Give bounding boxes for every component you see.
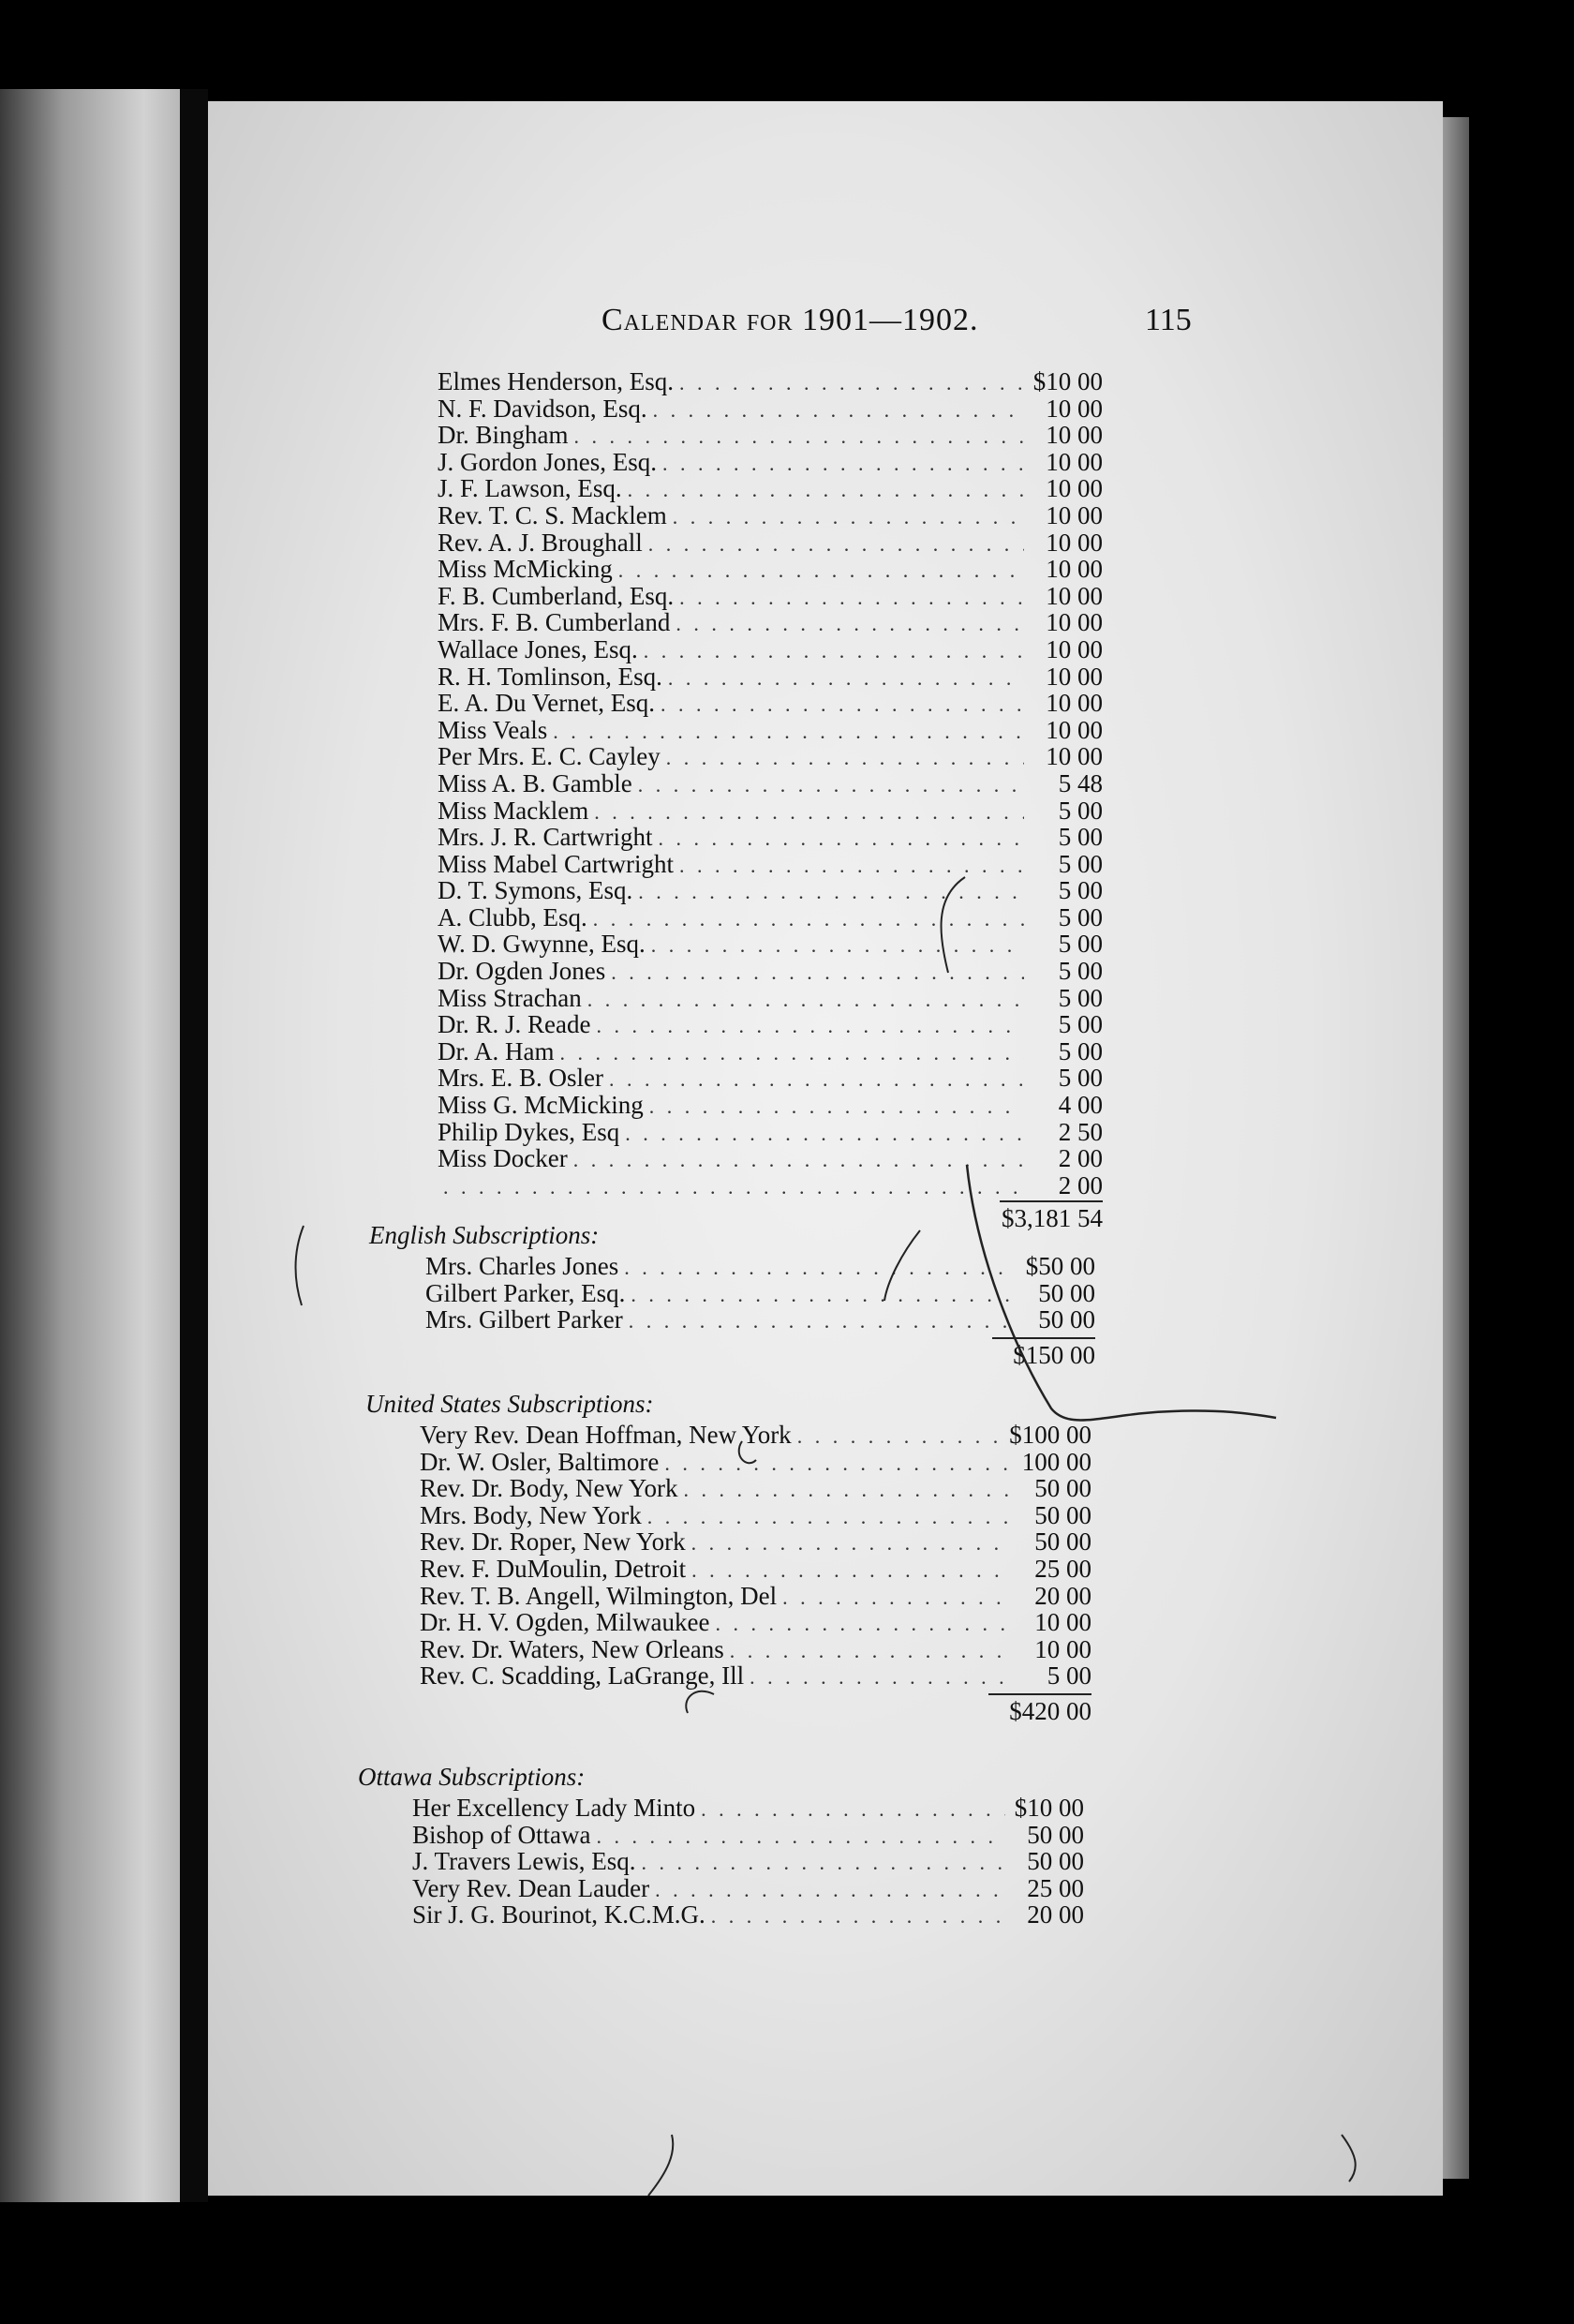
subscriber-name: Mrs. Gilbert Parker [425,1305,623,1334]
subscriber-name: Dr. Ogden Jones [438,957,606,986]
subscription-amount: $100 00 [1009,1421,1091,1449]
subscriber-name: Rev. Dr. Waters, New Orleans [420,1634,724,1663]
subscription-amount: 10 00 [1046,608,1103,637]
subscriber-name: J. F. Lawson, Esq. [438,474,622,503]
subscriber-name: R. H. Tomlinson, Esq. [438,662,662,691]
subscriber-name: Mrs. Charles Jones [425,1252,619,1280]
subscription-amount: 10 00 [1046,394,1103,423]
subscriber-name: J. Gordon Jones, Esq. [438,447,657,476]
facing-page-edge [0,89,180,2202]
subscription-amount: $10 00 [1032,367,1103,395]
subscriber-name: Rev. Dr. Roper, New York [420,1527,686,1557]
subscription-amount: 50 00 [1034,1474,1091,1503]
subscription-amount: 10 00 [1046,421,1103,450]
section-title: English Subscriptions: [369,1221,600,1249]
subscriber-name: Elmes Henderson, Esq. [438,367,674,395]
subscription-amount: 25 00 [1034,1554,1091,1583]
subscriber-name: Miss Veals [438,715,548,744]
subscriber-name: Miss Docker [438,1144,568,1173]
subscription-amount: 5 00 [1058,902,1103,931]
subscriber-name: Dr. Bingham [438,421,569,450]
subscription-amount: 5 00 [1058,957,1103,986]
subscription-amount: 5 00 [1058,1064,1103,1093]
subscription-amount: 5 00 [1058,983,1103,1012]
subscriber-name: E. A. Du Vernet, Esq. [438,689,655,718]
subscriber-name: N. F. Davidson, Esq. [438,394,647,423]
subscriber-name: F. B. Cumberland, Esq. [438,581,675,610]
subscriber-name: Philip Dykes, Esq [438,1117,620,1146]
subscription-amount: 5 00 [1047,1661,1091,1691]
subscriber-name: Miss Mabel Cartwright [438,849,674,878]
subscriber-name: Rev. C. Scadding, LaGrange, Ill [420,1661,745,1691]
subscription-amount: 50 00 [1038,1278,1095,1307]
total-amount: $420 00 [1009,1696,1091,1725]
subscription-amount: 5 00 [1058,796,1103,825]
subscriber-name: Sir J. G. Bourinot, K.C.M.G. [412,1900,705,1929]
subscriber-name: Wallace Jones, Esq. [438,634,638,663]
section-title: United States Subscriptions: [365,1390,654,1418]
subscriber-name: Per Mrs. E. C. Cayley [438,742,661,771]
page-number: 115 [1145,303,1192,337]
subscription-amount: 100 00 [1021,1447,1091,1476]
subscriber-name: Dr. H. V. Ogden, Milwaukee [420,1608,710,1637]
subscription-amount: 20 00 [1027,1900,1084,1929]
subscription-amount: 10 00 [1046,689,1103,718]
subscription-amount: 2 00 [1058,1170,1103,1199]
subscription-amount: 5 00 [1058,849,1103,878]
subscriber-name: Her Excellency Lady Minto [412,1794,696,1822]
subscription-amount: 25 00 [1027,1873,1084,1902]
subscription-amount: 10 00 [1046,555,1103,584]
book-gutter [180,89,208,2202]
subscriber-name: Mrs. J. R. Cartwright [438,823,653,852]
pencil-marks [208,101,1443,2196]
subscriber-name: Rev. T. B. Angell, Wilmington, Del [420,1581,778,1610]
subscription-amount: 50 00 [1034,1500,1091,1529]
subscriber-name: D. T. Symons, Esq. [438,876,633,905]
subscription-amount: 50 00 [1027,1847,1084,1876]
subscriber-name: Miss G. McMicking [438,1091,644,1120]
subscription-amount: 5 00 [1058,823,1103,852]
subscriber-name: Rev. F. DuMoulin, Detroit [420,1554,687,1583]
subscription-amount: 4 00 [1058,1091,1103,1120]
subscriber-name: Mrs. F. B. Cumberland [438,608,671,637]
subscription-amount: 5 00 [1058,930,1103,959]
subscription-amount: 50 00 [1027,1820,1084,1849]
subscriber-name: Gilbert Parker, Esq. [425,1278,626,1307]
subscriber-name: Dr. A. Ham [438,1036,555,1065]
subscription-amount: $50 00 [1025,1252,1095,1280]
subscription-amount: 10 00 [1046,662,1103,691]
subscriber-name: W. D. Gwynne, Esq. [438,930,646,959]
subscription-amount: 10 00 [1046,474,1103,503]
subscriber-name: Rev. A. J. Broughall [438,528,643,557]
total-amount: $150 00 [1013,1340,1095,1369]
total-amount: $3,181 54 [1002,1204,1103,1233]
subscription-amount: 10 00 [1046,715,1103,744]
subscription-amount: 10 00 [1046,447,1103,476]
subscription-amount: 10 00 [1046,581,1103,610]
subscription-amount: $10 00 [1014,1794,1084,1822]
subscriber-name: Bishop of Ottawa [412,1820,591,1849]
subscription-amount: 10 00 [1046,528,1103,557]
subscriber-name: Dr. R. J. Reade [438,1010,591,1039]
subscription-amount: 10 00 [1034,1608,1091,1637]
subscriber-name: Miss A. B. Gamble [438,768,632,797]
subscriber-name: Dr. W. Osler, Baltimore [420,1447,660,1476]
subscriber-name: Miss McMicking [438,555,613,584]
subscriber-name: Miss Macklem [438,796,589,825]
subscription-amount: 2 00 [1058,1144,1103,1173]
subscription-amount: 5 00 [1058,1010,1103,1039]
subscriber-name: Mrs. E. B. Osler [438,1064,603,1093]
running-title: Calendar for 1901—1902. [601,303,979,337]
subscription-amount: 5 00 [1058,1036,1103,1065]
subscriber-name: Very Rev. Dean Lauder [412,1873,650,1902]
subscription-amount: 5 00 [1058,876,1103,905]
subscription-amount: 10 00 [1034,1634,1091,1663]
subscription-amount: 10 00 [1046,500,1103,529]
subscription-amount: 5 48 [1058,768,1103,797]
subscription-amount: 50 00 [1038,1305,1095,1334]
subscriber-name: Mrs. Body, New York [420,1500,642,1529]
subscription-amount: 20 00 [1034,1581,1091,1610]
book-page [208,101,1443,2196]
subscription-amount: 10 00 [1046,634,1103,663]
subscriber-name: J. Travers Lewis, Esq. [412,1847,636,1876]
subscription-amount: 50 00 [1034,1527,1091,1557]
subscriber-name: Rev. Dr. Body, New York [420,1474,678,1503]
section-title: Ottawa Subscriptions: [358,1763,586,1791]
subscriber-name: A. Clubb, Esq. [438,902,587,931]
subscriber-name: Miss Strachan [438,983,582,1012]
subscriber-name: Very Rev. Dean Hoffman, New York [420,1421,792,1449]
subscriber-name: Rev. T. C. S. Macklem [438,500,667,529]
subscription-amount: 10 00 [1046,742,1103,771]
page-edge-shadow [1443,117,1469,2179]
subscription-amount: 2 50 [1058,1117,1103,1146]
